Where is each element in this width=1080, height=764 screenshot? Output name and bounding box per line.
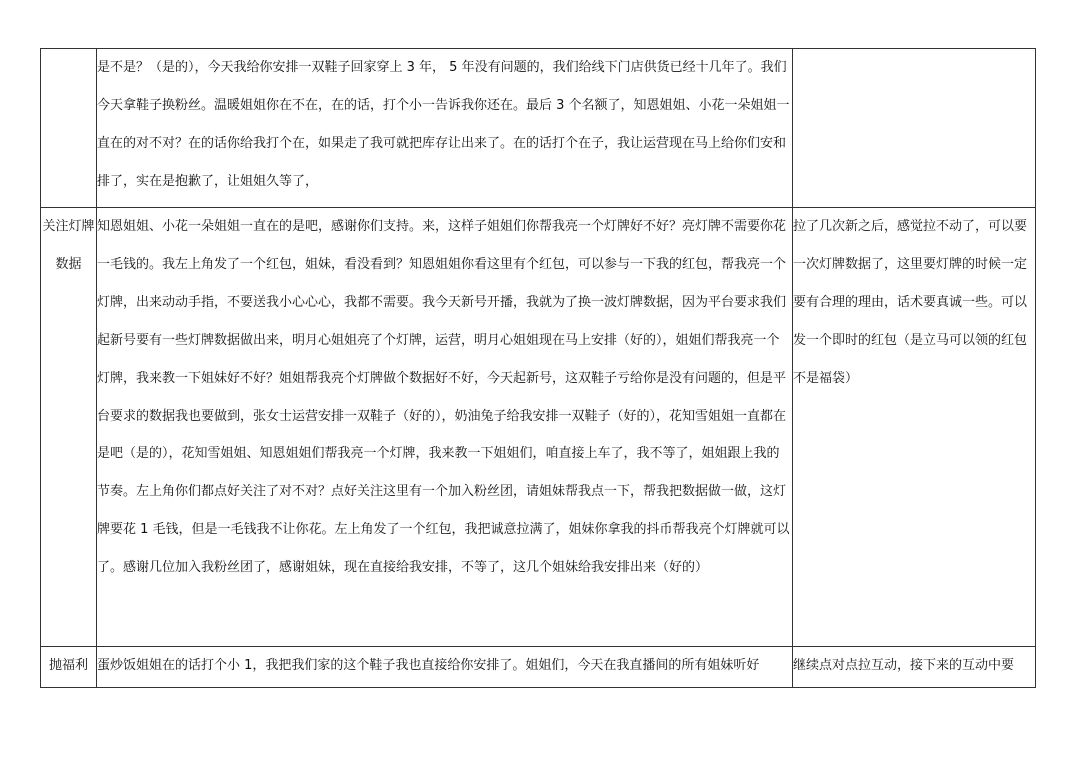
script-content-cell: 是不是？（是的），今天我给你安排一双鞋子回家穿上 3 年， 5 年没有问题的，我们给线下门店供货已经十几年了。我们今天拿鞋子换粉丝。温暖姐姐你在不在，在的话，打个小一告诉我你还在。最后 3 个名额了，知恩姐姐、小花一朵姐姐一直在的对不对？在的话你给我打个在，如果走了我可就把库存让出来了。在的话打个在子，我让运营现在马上给你们安和排了，实在是抱歉了，让姐姐久等了，: [97, 49, 793, 208]
script-table: [40, 48, 1036, 688]
note-cell: 拉了几次新之后，感觉拉不动了，可以要一次灯牌数据了，这里要灯牌的时候一定要有合理的理由，话术要真诚一些。可以发一个即时的红包（是立马可以领的红包不是福袋）: [793, 208, 1036, 647]
table-row-focus-badge-data: [41, 208, 1036, 647]
note-cell: 继续点对点拉互动，接下来的互动中要: [793, 647, 1036, 688]
row-label-cell: [41, 49, 97, 208]
row-label-cell: 关注灯牌数据: [41, 208, 97, 647]
script-content-cell: 蛋炒饭姐姐在的话打个小 1，我把我们家的这个鞋子我也直接给你安排了。姐姐们，今天在我直播间的所有姐妹听好: [97, 647, 793, 688]
script-content-cell: 知恩姐姐、小花一朵姐姐一直在的是吧，感谢你们支持。来，这样子姐姐们你帮我亮一个灯牌好不好？亮灯牌不需要你花一毛钱的。我左上角发了一个红包，姐妹，看没看到？知恩姐姐你看这里有个红包，可以参与一下我的红包，帮我亮一个灯牌，出来动动手指，不要送我小心心心，我都不需要。我今天新号开播，我就为了换一波灯牌数据，因为平台要求我们起新号要有一些灯牌数据做出来，明月心姐姐亮了个灯牌，运营，明月心姐姐现在马上安排（好的），姐姐们帮我亮一个灯牌，我来教一下姐妹好不好？姐姐帮我亮个灯牌做个数据好不好，今天起新号，这双鞋子亏给你是没有问题的，但是平台要求的数据我也要做到，张女士运营安排一双鞋子（好的），奶油兔子给我安排一双鞋子（好的），花知雪姐姐一直都在是吧（是的），花知雪姐姐、知恩姐姐们帮我亮一个灯牌，我来教一下姐姐们，咱直接上车了，我不等了，姐姐跟上我的节奏。左上角你们都点好关注了对不对？点好关注这里有一个加入粉丝团，请姐妹帮我点一下，帮我把数据做一做，这灯牌要花 1 毛钱，但是一毛钱我不让你花。左上角发了一个红包，我把诚意拉满了，姐妹你拿我的抖币帮我亮个灯牌就可以了。感谢几位加入我粉丝团了，感谢姐妹，现在直接给我安排，不等了，这几个姐妹给我安排出来（好的）: [97, 208, 793, 647]
note-cell: [793, 49, 1036, 208]
table-row-benefits: [41, 647, 1036, 688]
table-row-continuation: [41, 49, 1036, 208]
row-label-cell: 抛福利: [41, 647, 97, 688]
